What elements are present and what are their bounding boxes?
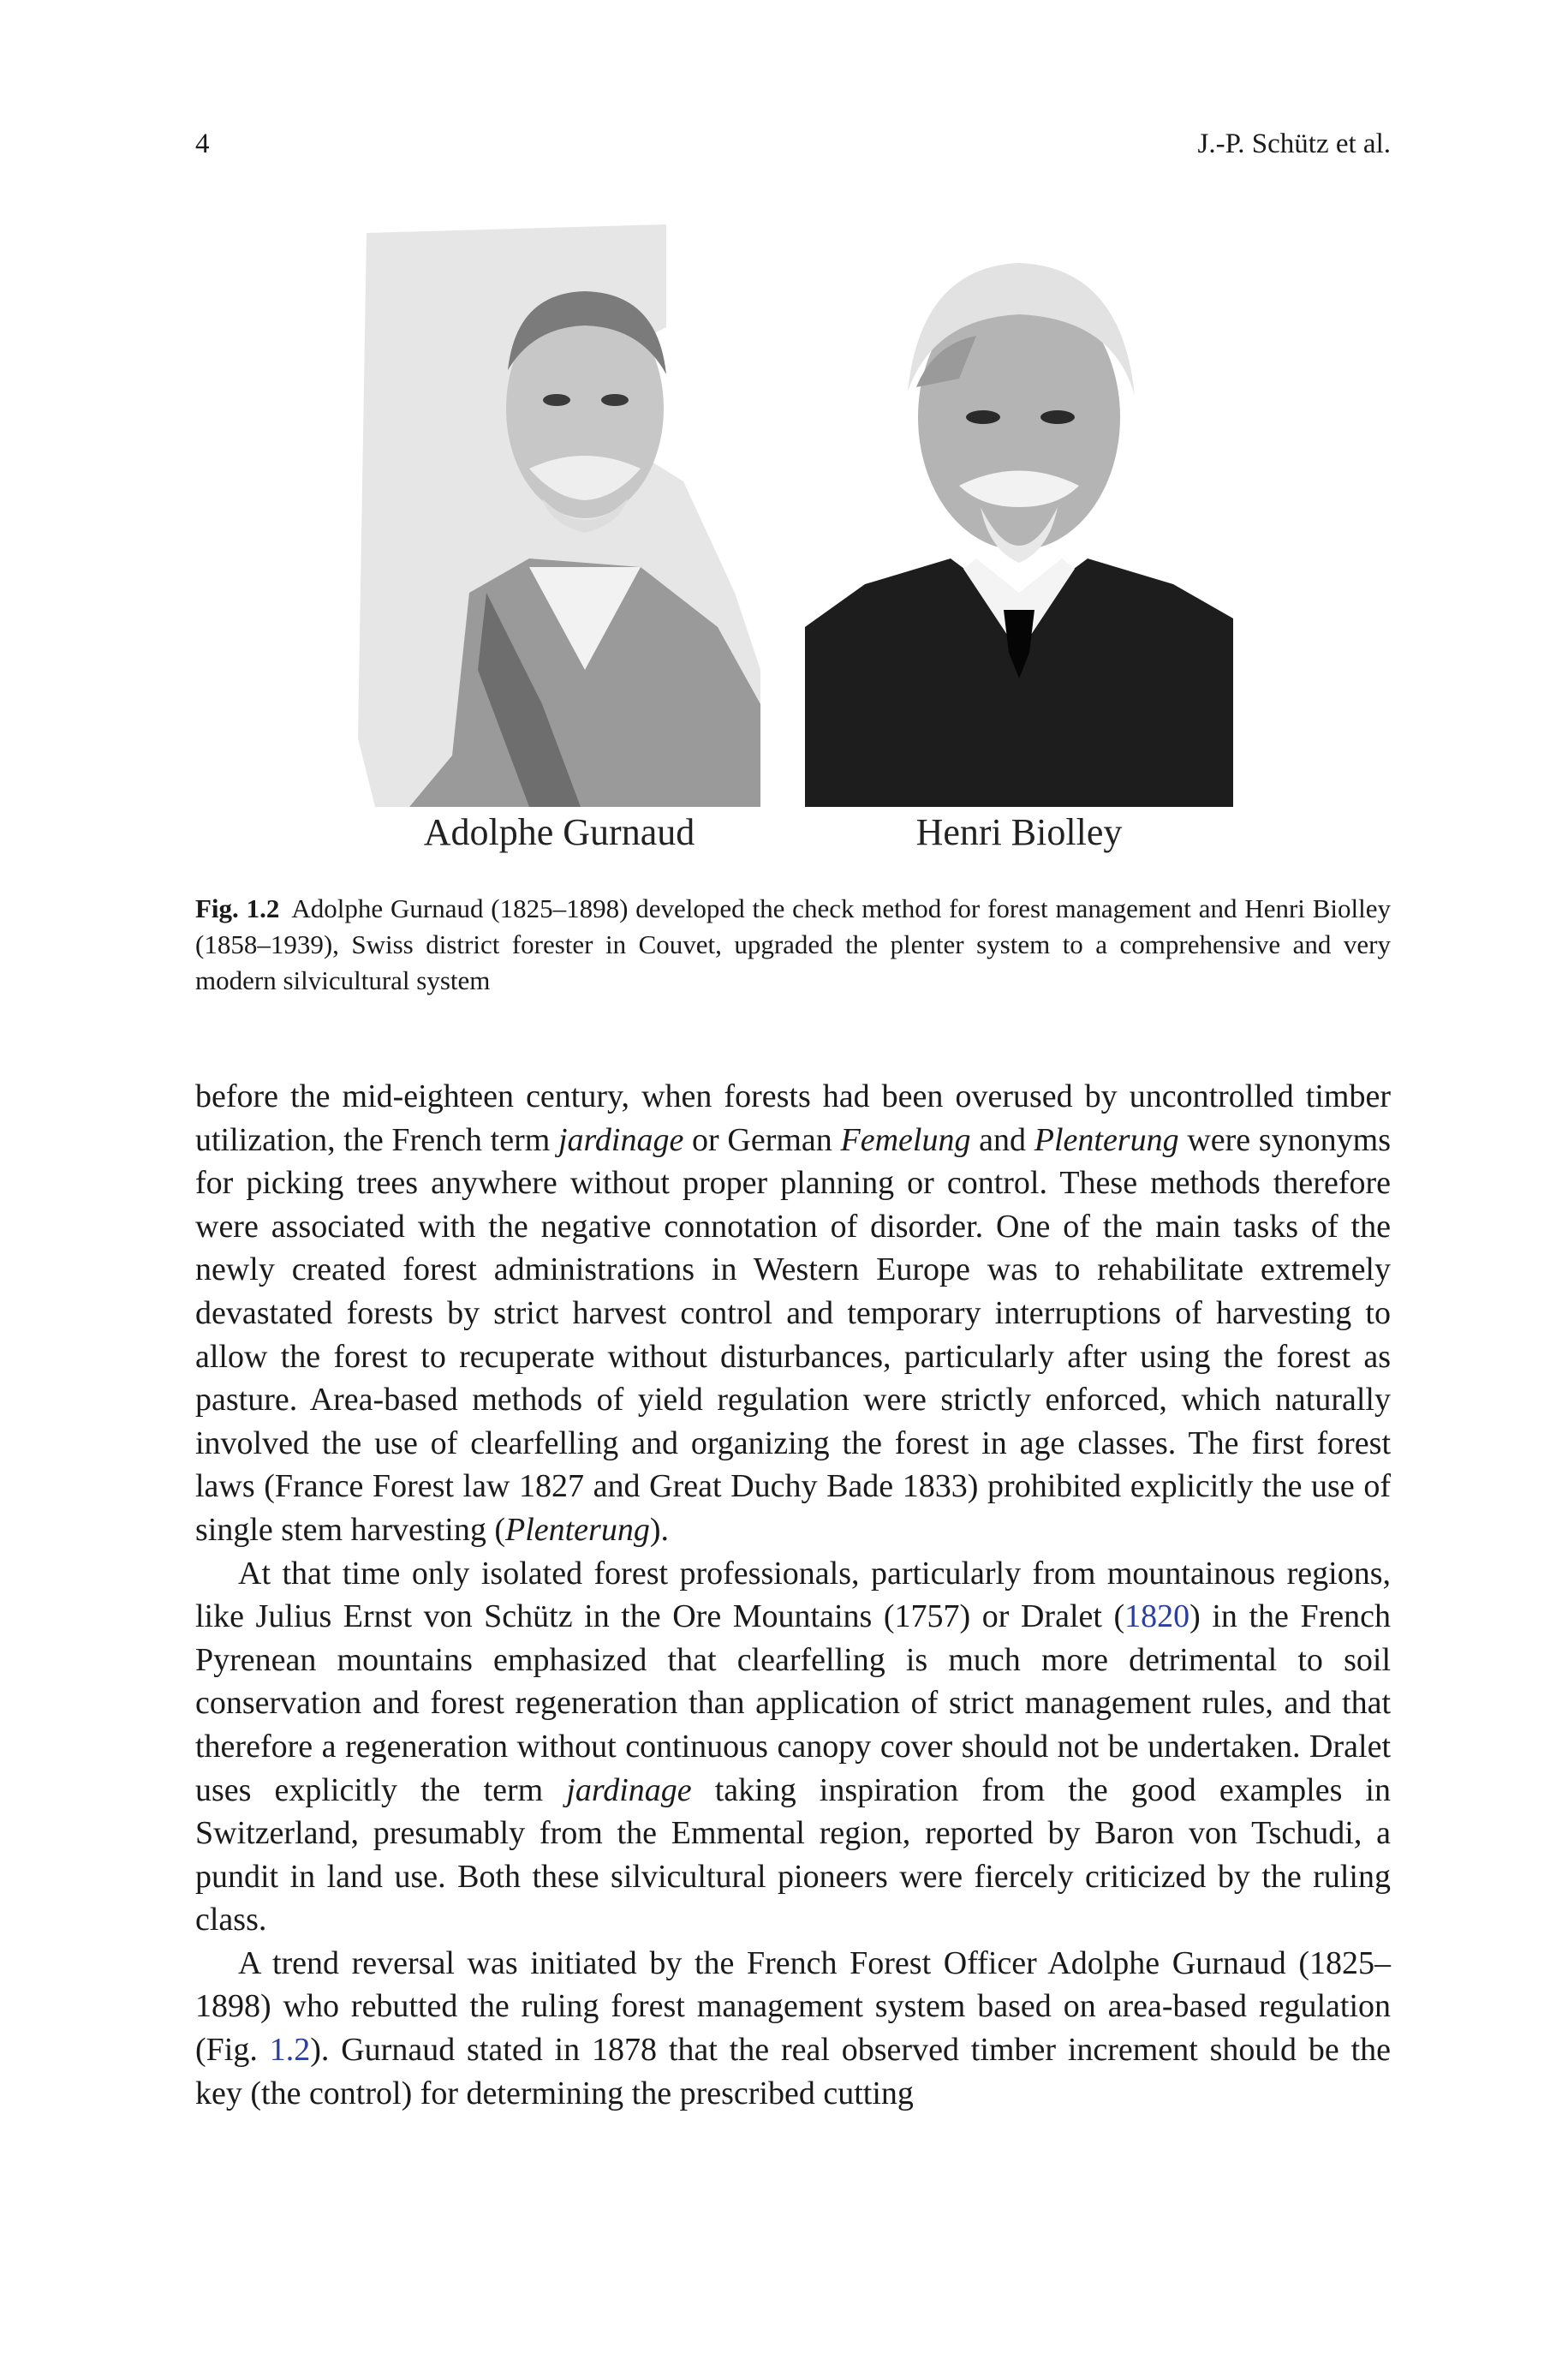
text-run: A trend reversal was initiated by the French Forest Officer Adolphe Gurnaud (1825–1898) who rebutted the ruling forest management system based on area-based regulation (Fig. <box>195 1944 1391 2069</box>
portrait-label-biolley: Henri Biolley <box>915 811 1123 853</box>
portrait-image-biolley <box>805 250 1233 807</box>
caption-text: Adolphe Gurnaud (1825–1898) developed the check method for forest management and Henri Biolley (1858–1939), Swiss district forester in Couvet, upgraded the plenter system to a comprehensive and very modern silvicultural system <box>195 893 1391 995</box>
italic-term: Plenterung <box>1034 1121 1179 1158</box>
italic-term: jardinage <box>566 1771 692 1808</box>
text-run: ). Gurnaud stated in 1878 that the real observed timber increment should be the key (the control) for determining the prescribed cutting <box>195 2032 1391 2111</box>
figure-1-2 <box>195 224 1391 858</box>
citation-link[interactable]: 1820 <box>1124 1598 1190 1635</box>
portrait-image-gurnaud <box>358 224 760 807</box>
paragraph-1 <box>195 1075 1391 1552</box>
running-head <box>195 127 1391 161</box>
text-run: ) in the French Pyrenean mountains emphasized that clearfelling is much more detrimental to soil conservation and forest regeneration than application of strict management rules, and that therefore a regeneration without continuous canopy cover should not be undertaken. Dralet uses explicitly the term <box>195 1598 1392 1808</box>
text-run: taking inspiration from the good examples in Switzerland, presumably from the Emmental region, reported by Baron von Tschudi, a pundit in land use. Both these silvicultural pioneers were fiercely criticized by the ruling class. <box>195 1771 1391 1938</box>
italic-term: jardinage <box>557 1121 684 1158</box>
portrait-label-gurnaud: Adolphe Gurnaud <box>423 811 695 853</box>
text-run: or German <box>683 1121 841 1158</box>
figure-reference-link[interactable]: 1.2 <box>269 2032 311 2069</box>
text-run: At that time only isolated forest professionals, particularly from mountainous regions, like Julius Ernst von Schütz in the Ore Mountains (1757) or Dralet ( <box>195 1555 1391 1635</box>
italic-term: Plenterung <box>504 1511 650 1548</box>
running-head-authors: J.-P. Schütz et al. <box>1197 128 1391 159</box>
italic-term: Femelung <box>840 1121 971 1158</box>
paragraph-3 <box>195 1942 1391 2115</box>
figure-label: Fig. 1.2 <box>195 893 280 923</box>
paragraph-2 <box>195 1552 1391 1942</box>
text-run: before the mid-eighteen century, when forests had been overused by uncontrolled timber utilization, the French term <box>195 1078 1391 1158</box>
page-number: 4 <box>195 128 210 159</box>
text-run: were synonyms for picking trees anywhere without proper planning or control. These methods therefore were associated with the negative connotation of disorder. One of the main tasks of the newly created forest administrations in Western Europe was to rehabilitate extremely devastated forests by strict harvest control and temporary interruptions of harvesting to allow the forest to recuperate without disturbances, particularly after using the forest as pasture. Area-based methods of yield regulation were strictly enforced, which naturally involved the use of clearfelling and organizing the forest in age classes. The first forest laws (France Forest law 1827 and Great Duchy Bade 1833) prohibited explicitly the use of single stem harvesting ( <box>195 1121 1391 1548</box>
body-text <box>195 1075 1391 2115</box>
figure-caption <box>195 891 1391 999</box>
text-run: ). <box>649 1511 669 1548</box>
text-run: and <box>970 1121 1034 1158</box>
